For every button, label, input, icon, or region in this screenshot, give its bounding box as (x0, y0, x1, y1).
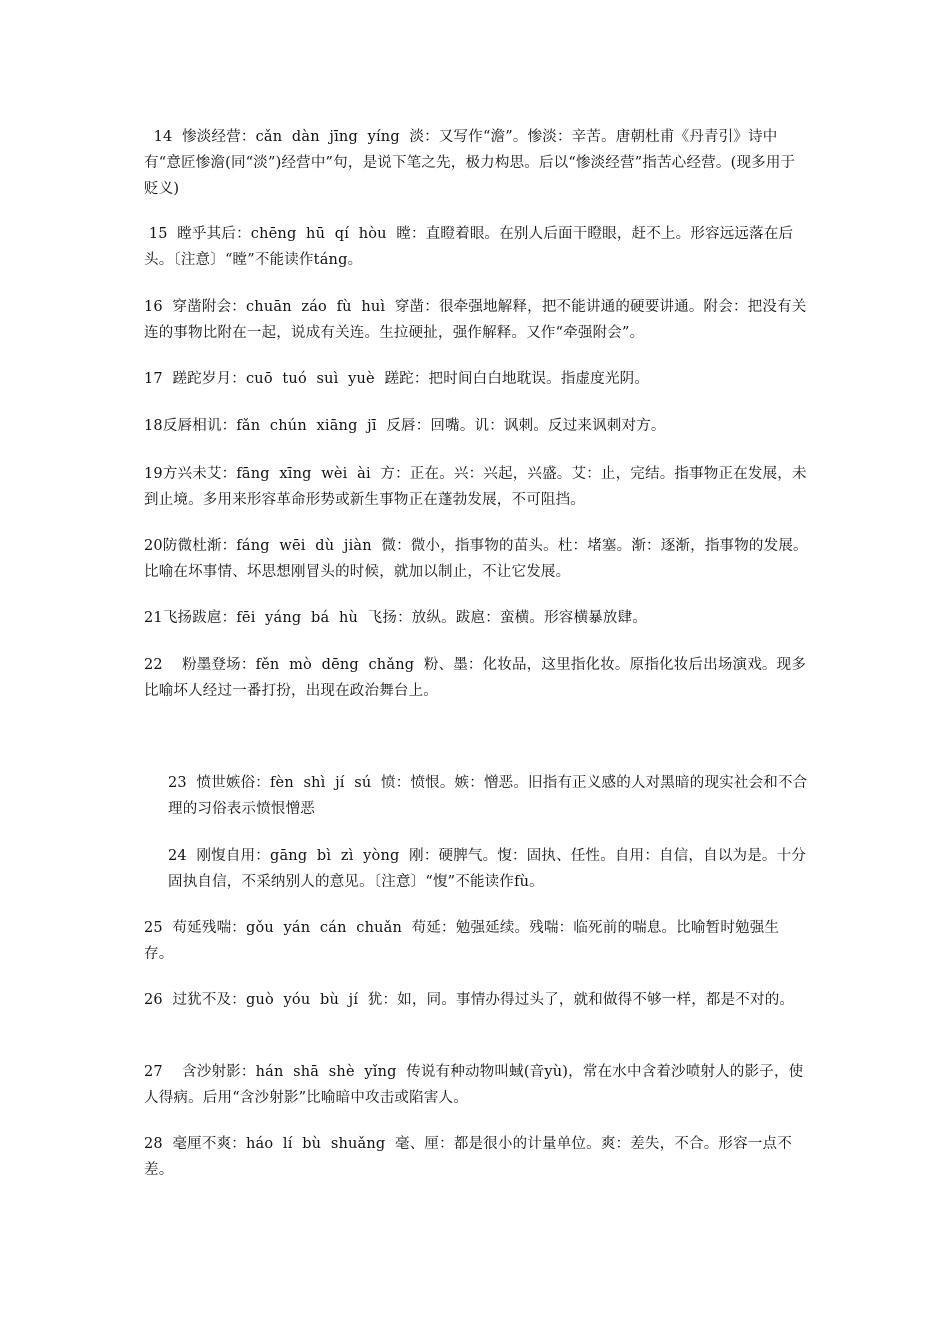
entry-27: 27 含沙射影：hán shā shè yǐng 传说有种动物叫蜮(音yù)，常在水中含着沙喷射人的影子，使人得病。后用“含沙射影”比喻暗中攻击或陷害人。 (144, 1064, 804, 1106)
entry-21: 21飞扬跋扈：fēi yáng bá hù 飞扬：放纵。跋扈：蛮横。形容横暴放肆。 (144, 610, 647, 626)
entry-17: 17 蹉跎岁月：cuō tuó suì yuè 蹉跎：把时间白白地耽误。指虚度光阴。 (144, 371, 650, 387)
entry-28: 28 毫厘不爽：háo lí bù shuǎng 毫、厘：都是很小的计量单位。爽：差失，不合。形容一点不差。 (144, 1136, 792, 1178)
entry-22: 22 粉墨登场：fěn mò dēng chǎng 粉、墨：化妆品，这里指化妆。原指化妆后出场演戏。现多比喻坏人经过一番打扮，出现在政治舞台上。 (144, 657, 807, 699)
entry-19: 19方兴未艾：fāng xīng wèi ài 方：正在。兴：兴起，兴盛。艾：止，完结。指事物正在发展，未到止境。多用来形容革命形势或新生事物正在蓬勃发展，不可阻挡。 (144, 466, 807, 508)
entry-23: 23 愤世嫉俗：fèn shì jí sú 愤：愤恨。嫉：憎恶。旧指有正义感的人对黑暗的现实社会和不合理的习俗表示愤恨憎恶 (168, 775, 808, 817)
entry-25: 25 苟延残喘：gǒu yán cán chuǎn 苟延：勉强延续。残喘：临死前的喘息。比喻暂时勉强生存。 (144, 920, 780, 962)
entry-26: 26 过犹不及：guò yóu bù jí 犹：如，同。事情办得过头了，就和做得不够一样，都是不对的。 (144, 992, 795, 1008)
entry-16: 16 穿凿附会：chuān záo fù huì 穿凿：很牵强地解释，把不能讲通的硬要讲通。附会：把没有关连的事物比附在一起，说成有关连。生拉硬扯，强作解释。又作“牵强附会”。 (144, 299, 807, 341)
entry-18: 18反唇相讥：fǎn chún xiāng jī 反唇：回嘴。讥：讽刺。反过来讽刺对方。 (144, 418, 666, 434)
entry-14: 14 惨淡经营：cǎn dàn jīng yíng 淡：又写作“澹”。惨淡：辛苦。唐朝杜甫《丹青引》诗中有“意匠惨澹(同“淡”)经营中”句，是说下笔之先，极力构思。后以“惨淡经营”指苦心经营。(现多用于贬义) (144, 129, 796, 197)
entry-24: 24 刚愎自用：gāng bì zì yòng 刚：硬脾气。愎：固执、任性。自用：自信，自以为是。十分固执自信，不采纳别人的意见。〔注意〕“愎”不能读作fù。 (168, 848, 807, 890)
entry-20: 20防微杜渐：fáng wēi dù jiàn 微：微小，指事物的苗头。杜：堵塞。渐：逐渐，指事物的发展。比喻在坏事情、坏思想刚冒头的时候，就加以制止，不让它发展。 (144, 538, 808, 580)
entry-15: 15 瞠乎其后：chēng hū qí hòu 瞠：直瞪着眼。在别人后面干瞪眼，赶不上。形容远远落在后头。〔注意〕“瞠”不能读作táng。 (144, 226, 794, 268)
